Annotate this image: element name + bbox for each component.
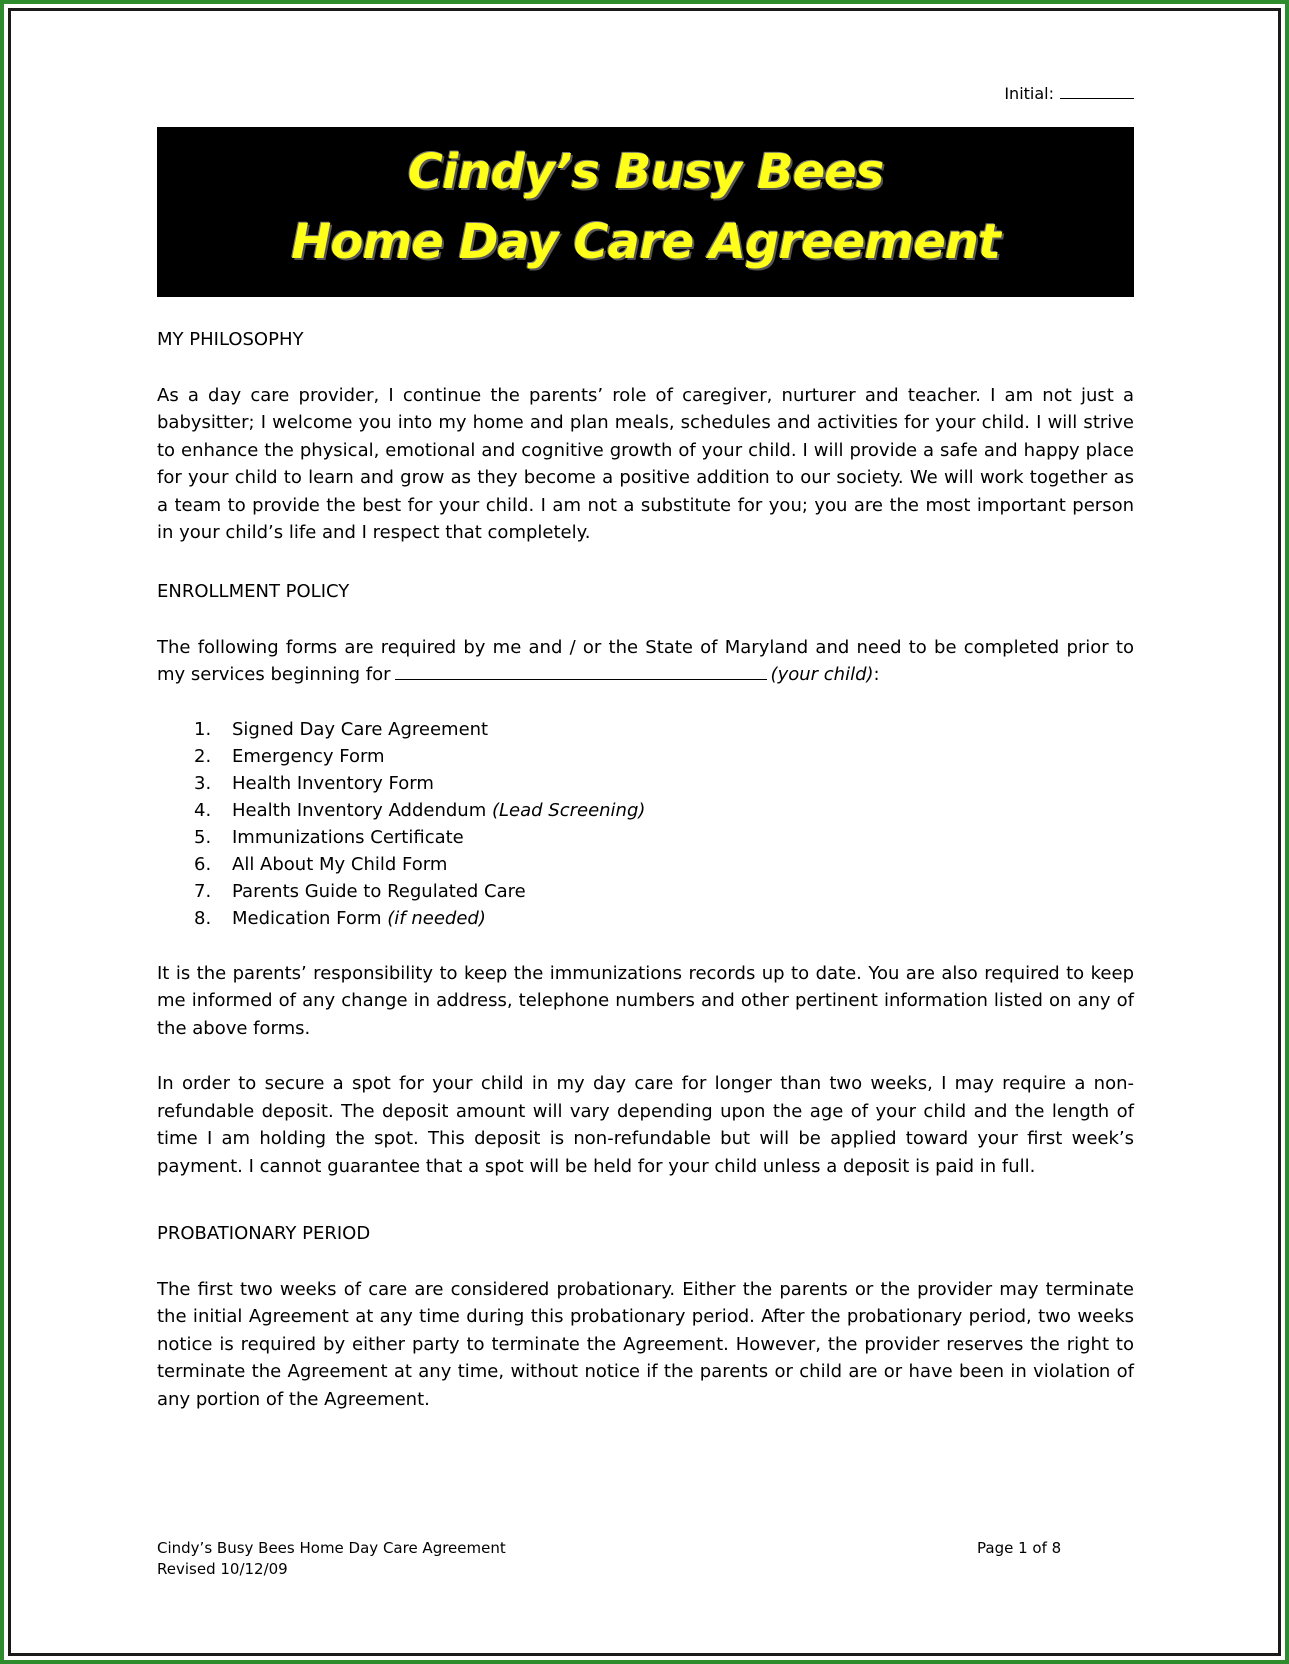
list-number: 3.	[194, 772, 212, 794]
enrollment-intro-colon: :	[873, 664, 880, 685]
list-number: 4.	[194, 799, 212, 821]
required-forms-list	[157, 716, 1134, 932]
footer-page-number: Page 1 of 8	[977, 1539, 1062, 1557]
list-item-label: Health Inventory Addendum	[232, 799, 487, 821]
initial-label: Initial:	[1004, 84, 1054, 103]
probation-paragraph: The first two weeks of care are considered probationary. Either the parents or the provider may terminate the initial Agreement at any time during this probationary period. After the probationary period, two weeks notice is required by either party to terminate the Agreement. However, the provider reserves the right to terminate the Agreement at any time, without notice if the parents or child are or have been in violation of any portion of the Agreement.	[157, 1278, 1134, 1410]
footer-title: Cindy’s Busy Bees Home Day Care Agreement	[157, 1539, 506, 1557]
immunization-paragraph: It is the parents’ responsibility to keep the immunizations records up to date. You are also required to keep me informed of any change in address, telephone numbers and other pertinent information listed on any of the above forms.	[157, 962, 1134, 1039]
list-item-label: Immunizations Certificate	[232, 826, 464, 848]
list-item	[157, 905, 1134, 932]
list-item	[157, 797, 1134, 824]
enrollment-intro-text: The following forms are required by me and / or the State of Maryland and need to be completed prior to my services beginning for	[157, 636, 1134, 685]
list-item	[157, 878, 1134, 905]
initial-blank-line	[1060, 84, 1134, 99]
enrollment-heading: ENROLLMENT POLICY	[157, 581, 350, 602]
list-item	[157, 770, 1134, 797]
document-page	[157, 0, 1134, 1664]
philosophy-section	[157, 326, 1134, 547]
footer-revised: Revised 10/12/09	[157, 1560, 288, 1578]
list-item-note: (Lead Screening)	[491, 799, 646, 821]
list-item-label: Medication Form	[232, 907, 382, 929]
list-item-label: Emergency Form	[232, 745, 385, 767]
list-item-label: Signed Day Care Agreement	[232, 718, 489, 740]
list-item-note: (if needed)	[387, 907, 486, 929]
list-item-label: Health Inventory Form	[232, 772, 434, 794]
enrollment-intro	[157, 634, 1134, 689]
banner-title-line1: Cindy’s Busy Bees	[407, 144, 884, 200]
probation-heading: PROBATIONARY PERIOD	[157, 1223, 371, 1244]
list-number: 6.	[194, 853, 212, 875]
title-banner	[157, 127, 1134, 297]
list-number: 7.	[194, 880, 212, 902]
enrollment-intro-italic: (your child)	[770, 664, 874, 685]
list-item	[157, 824, 1134, 851]
page-footer	[157, 1538, 1134, 1580]
list-number: 2.	[194, 745, 212, 767]
deposit-paragraph: In order to secure a spot for your child in my day care for longer than two weeks, I may require a non-refundable deposit. The deposit amount will vary depending upon the age of your child and the length of time I am holding the spot. This deposit is non-refundable but will be applied toward your first week’s payment. I cannot guarantee that a spot will be held for your child unless a deposit is paid in full.	[157, 1073, 1134, 1177]
list-number: 5.	[194, 826, 212, 848]
list-item-label: All About My Child Form	[232, 853, 448, 875]
philosophy-heading: MY PHILOSOPHY	[157, 329, 304, 350]
enrollment-section	[157, 578, 1134, 1180]
initial-field	[1004, 84, 1134, 103]
probation-section	[157, 1220, 1134, 1413]
philosophy-paragraph: As a day care provider, I continue the parents’ role of caregiver, nurturer and teacher. I am not just a babysitter; I welcome you into my home and plan meals, schedules and activities for your child. I will strive to enhance the physical, emotional and cognitive growth of your child. I will provide a safe and happy place for your child to learn and grow as they become a positive addition to our society. We will work together as a team to provide the best for your child. I am not a substitute for you; you are the most important person in your child’s life and I respect that completely.	[157, 384, 1134, 543]
list-item-label: Parents Guide to Regulated Care	[232, 880, 526, 902]
list-number: 8.	[194, 907, 212, 929]
child-name-blank	[395, 661, 767, 680]
list-item	[157, 851, 1134, 878]
list-number: 1.	[194, 718, 212, 740]
banner-title-line2: Home Day Care Agreement	[291, 214, 1000, 270]
list-item	[157, 716, 1134, 743]
list-item	[157, 743, 1134, 770]
